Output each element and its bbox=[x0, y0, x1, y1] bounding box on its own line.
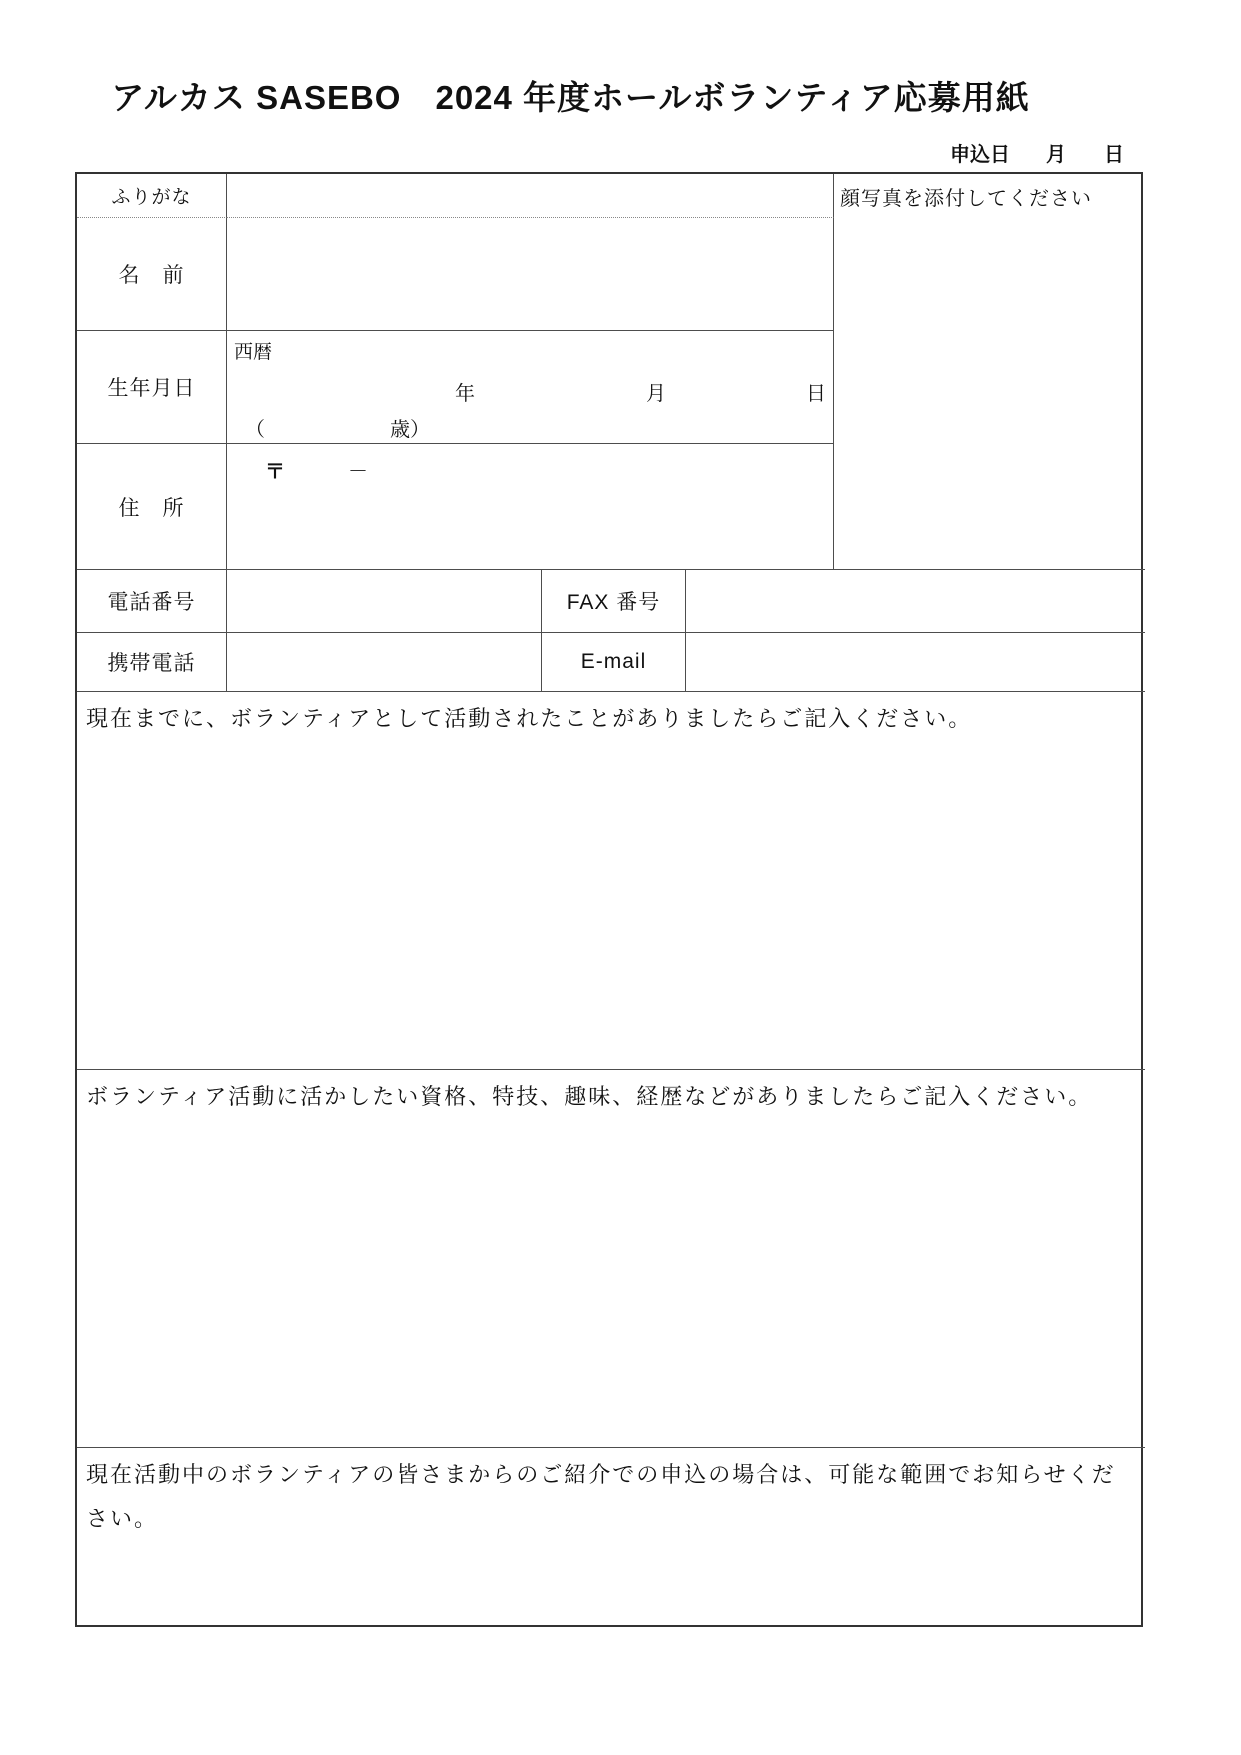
section-volunteer-history[interactable] bbox=[77, 692, 1145, 1070]
name-field[interactable] bbox=[227, 218, 834, 331]
application-date-month: 月 bbox=[1046, 144, 1066, 166]
email-label: E-mail bbox=[542, 633, 686, 692]
name-label: 名 前 bbox=[77, 218, 227, 331]
address-label: 住 所 bbox=[77, 444, 227, 570]
application-date-line bbox=[0, 138, 1241, 164]
birthdate-field[interactable] bbox=[227, 331, 834, 444]
furigana-label: ふりがな bbox=[77, 174, 227, 218]
email-field[interactable] bbox=[686, 633, 1145, 692]
month-label: 月 bbox=[646, 383, 666, 405]
application-date-day: 日 bbox=[1104, 144, 1124, 166]
era-label: 西暦 bbox=[234, 342, 273, 363]
mobile-label: 携帯電話 bbox=[77, 633, 227, 692]
mobile-field[interactable] bbox=[227, 633, 542, 692]
furigana-field[interactable] bbox=[227, 174, 834, 218]
fax-field[interactable] bbox=[686, 570, 1145, 633]
application-date-label: 申込日 bbox=[950, 144, 1010, 166]
photo-box[interactable] bbox=[834, 174, 1145, 570]
section-skills-prompt: ボランティア活動に活かしたい資格、特技、趣味、経歴などがありましたらご記入ください。 bbox=[86, 1084, 1093, 1109]
age-label: 歳） bbox=[390, 419, 430, 441]
day-label: 日 bbox=[806, 383, 826, 405]
birthdate-label: 生年月日 bbox=[77, 331, 227, 444]
age-paren-open: （ bbox=[245, 419, 265, 441]
photo-attach-note: 顔写真を添付してください bbox=[840, 188, 1092, 210]
phone-field[interactable] bbox=[227, 570, 542, 633]
fax-label: FAX 番号 bbox=[542, 570, 686, 633]
section-volunteer-history-prompt: 現在までに、ボランティアとして活動されたことがありましたらご記入ください。 bbox=[86, 706, 973, 731]
postal-dash: － bbox=[348, 461, 368, 483]
year-label: 年 bbox=[455, 383, 475, 405]
application-form-table bbox=[75, 172, 1143, 1627]
address-field[interactable] bbox=[227, 444, 834, 570]
section-referral-prompt: 現在活動中のボランティアの皆さまからのご紹介での申込の場合は、可能な範囲でお知らせください。 bbox=[86, 1462, 1116, 1531]
section-referral[interactable] bbox=[77, 1448, 1145, 1629]
postal-mark: 〒 bbox=[265, 461, 285, 483]
section-skills[interactable] bbox=[77, 1070, 1145, 1448]
phone-label: 電話番号 bbox=[77, 570, 227, 633]
page-title: アルカス SASEBO 2024 年度ホールボランティア応募用紙 bbox=[111, 79, 1030, 116]
